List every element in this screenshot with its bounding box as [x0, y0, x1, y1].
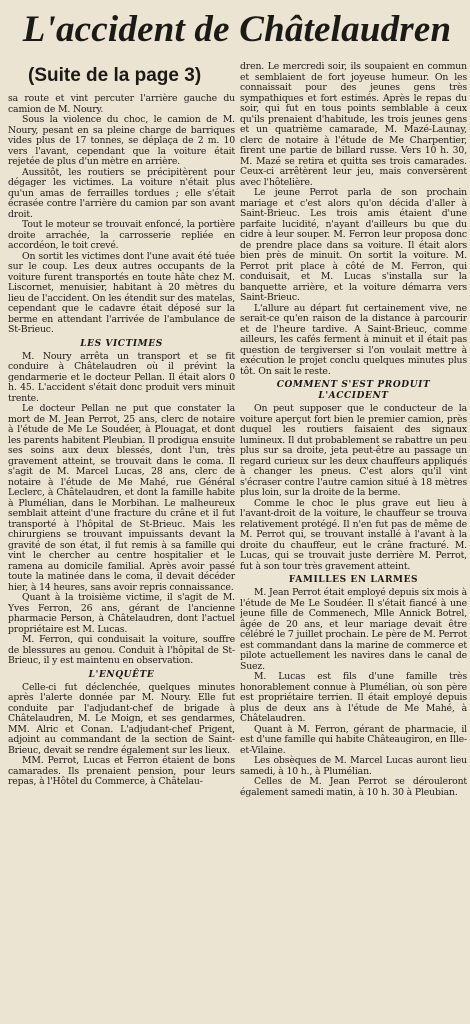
paragraph: Aussitôt, les routiers se précipitèrent pour dégager les victimes. La voiture n'était plus qu'un amas de ferrailles tordues ; elle s'était écrasée contre l'arrière du camion par son avant droit.	[8, 166, 235, 220]
paragraph: On peut supposer que le conducteur de la voiture aperçut fort bien le premier camion, près duquel les routiers faisaient des signaux lumineux. Il dut probablement se rabattre un peu plus sur sa droite, jeta peut-être au passage un regard curieux sur les deux chauffeurs appliqués à changer les pneus. C'est alors qu'il vint s'écraser contre l'autre camion situé à 18 mètres plus loin, sur la droite de la berme.	[240, 403, 467, 498]
paragraph: M. Lucas est fils d'une famille très honorablement connue à Plumélian, où son père est propriétaire terrien. Il était employé depuis plus de deux ans à l'étude de Me Mahé, à Châtelaudren.	[240, 671, 467, 724]
section-heading-inquiry: L'ENQUÊTE	[88, 669, 155, 680]
paragraph: Celles de M. Jean Perrot se dérouleront également samedi matin, à 10 h. 30 à Pleubian.	[240, 776, 467, 798]
paragraph: M. Noury arrêta un transport et se fit conduire à Châtelaudren où il prévint la gendarmerie et le docteur Pellan. Il était alors 0 h. 45. L'accident s'était donc produit vers minuit trente.	[8, 350, 235, 404]
paragraph: M. Jean Perrot était employé depuis six mois à l'étude de Me Le Soudéer. Il s'était fiancé à une jeune fille de Commenech, Mlle Annick Botrel, âgée de 20 ans, et leur mariage devait être célébré le 7 juillet prochain. Le père de M. Perrot est commandant dans la marine de commerce et pilote actuellement les navires dans le canal de Suez.	[240, 587, 467, 672]
paragraph: Quant à M. Ferron, gérant de pharmacie, il est d'une famille qui habite Châteaugiron, en Ille-et-Vilaine.	[240, 723, 467, 756]
paragraph: L'allure au départ fut certainement vive, ne serait-ce qu'en raison de la distance à parcourir et de l'heure tardive. A Saint-Brieuc, comme ailleurs, les cafés ferment à minuit et il était pas question de tergiverser si l'on voulait mettre à exécution le projet conclu quelques minutes plus tôt. On sait le reste.	[240, 302, 467, 377]
right-column	[240, 62, 467, 1020]
paragraph: M. Ferron, qui conduisait la voiture, souffre de blessures au genou. Conduit à l'hôpital de St-Brieuc, il y est maintenu en observation.	[8, 634, 235, 666]
paragraph: Comme le choc le plus grave eut lieu à l'avant-droit de la voiture, le chauffeur se trouva relativement protégé. Il n'en fut pas de même de M. Perrot qui, se trouvant installé à l'avant à la droite du chauffeur, eut le crâne fracturé. M. Lucas, qui se trouvait juste derrière M. Perrot, fut à son tour très gravement atteint.	[240, 497, 467, 572]
article-headline: L'accident de Châtelaudren	[22, 9, 452, 50]
paragraph: Le jeune Perrot parla de son prochain mariage et c'est alors qu'on décida d'aller à Saint-Brieuc. Les trois amis étaient d'une parfaite lucidité, n'ayant d'ailleurs bu que du cidre à leur souper. M. Ferron leur proposa donc de prendre place dans sa voiture. Il était alors bien près de minuit. On sortit la voiture. M. Perrot prit place à côté de M. Ferron, qui conduisait, et M. Lucas s'installa sur la banquette arrière, et la voiture démarra vers Saint-Brieuc.	[240, 187, 467, 303]
paragraph: Le docteur Pellan ne put que constater la mort de M. Jean Perrot, 25 ans, clerc de notaire à l'étude de Me Le Soudéer, à Plouagat, et dont les parents habitent Pleubian. Il prodigua ensuite ses soins aux deux blessés, dont l'un, très gravement atteint, se trouvait dans le coma. Il s'agit de M. Marcel Lucas, 28 ans, clerc de notaire à l'étude de Me Mahé, rue Général Leclerc, à Châtelaudren, et dont la famille habite à Plumélian, dans le Morbihan. Le malheureux semblait atteint d'une fracture du crâne et il fut transporté à l'hôpital de St-Brieuc. Mais les chirurgiens se trouvant impuissants devant la gravité de son état, il fut remis à sa famille qui vint le chercher au centre hospitalier et le ramena au domicile familial. Après avoir passé toute la matinée dans le coma, il devait décéder hier, à 14 heures, sans avoir repris connaissance.	[8, 403, 235, 593]
paragraph: Tout le moteur se trouvait enfoncé, la portière droite arrachée, la carrosserie repliée en accordéon, le toit crevé.	[8, 219, 235, 251]
section-heading-families: FAMILLES EN LARMES	[288, 575, 419, 585]
paragraph: Quant à la troisième victime, il s'agit de M. Yves Ferron, 26 ans, gérant de l'ancienne pharmacie Person, à Châtelaudren, dont l'actuel propriétaire est M. Lucas.	[8, 592, 235, 635]
paragraph: sa route et vint percuter l'arrière gauche du camion de M. Noury.	[8, 93, 235, 115]
continuation-subtitle: (Suite de la page 3)	[28, 65, 202, 86]
section-heading-victims: LES VICTIMES	[80, 338, 163, 349]
section-heading-how: COMMENT S'EST PRODUIT L'ACCIDENT	[276, 380, 431, 401]
paragraph: Sous la violence du choc, le camion de M. Noury, pesant en sa pleine charge de barriques vides plus de 17 tonnes, se déplaça de 2 m. 10 vers l'avant, cependant que la voiture était rejetée de plus d'un mètre en arrière.	[8, 114, 235, 167]
left-column	[8, 62, 235, 1020]
paragraph: Celle-ci fut déclenchée, quelques minutes après l'alerte donnée par M. Noury. Elle fut conduite par l'adjudant-chef de brigade à Châtelaudren, M. Le Moign, et ses gendarmes, MM. Alric et Conan. L'adjudant-chef Prigent, adjoint au commandant de la section de Saint-Brieuc, devait se rendre également sur les lieux.	[8, 681, 235, 756]
paragraph: dren. Le mercredi soir, ils soupaient en commun et semblaient de fort joyeuse humeur. On les connaissait pour des jeunes gens très sympathiques et fort estimés. Après le repas du soir, qui fut en tous points semblable à ceux qu'ils prenaient d'habitude, les trois jeunes gens et un quatrième camarade, M. Mazé-Launay, clerc de notaire à l'étude de Me Charpentier, firent une partie de billard russe. Vers 10 h. 30, M. Mazé se retira et quitta ses trois camarades. Ceux-ci arrêtèrent leur jeu, mais conversèrent avec l'hôtelière.	[240, 62, 467, 188]
paragraph: MM. Perrot, Lucas et Ferron étaient de bons camarades. Ils prenaient pension, pour leurs repas, à l'Hôtel du Commerce, à Châtelau-	[8, 755, 235, 787]
paragraph: On sortit les victimes dont l'une avait été tuée sur le coup. Les deux autres occupants de la voiture furent transportés en toute hâte chez M. Liscornet, menuisier, habitant à 20 mètres du lieu de l'accident. On les étendit sur des matelas, cependant que le cadavre était déposé sur la berme en attendant l'arrivée de l'ambulance de St-Brieuc.	[8, 250, 235, 335]
paragraph: Les obsèques de M. Marcel Lucas auront lieu samedi, à 10 h., à Plumélian.	[240, 755, 467, 777]
